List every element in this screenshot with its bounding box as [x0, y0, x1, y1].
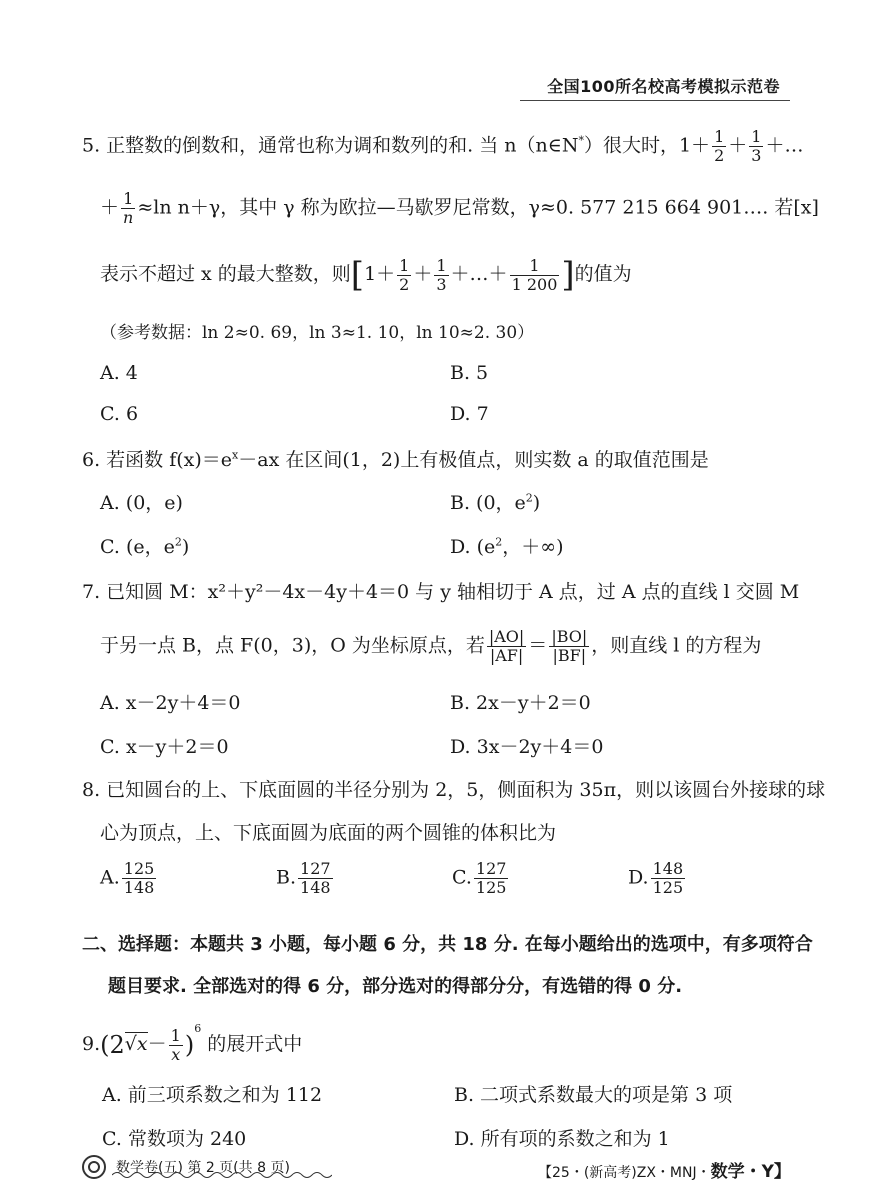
numerator: 1 — [121, 190, 135, 209]
q6-option-b — [450, 488, 540, 515]
q8-line1: 8. 已知圆台的上、下底面圆的半径分别为 2，5，侧面积为 35π，则以该圆台外接球的球 — [82, 779, 826, 801]
q5-text: ＋… — [765, 134, 804, 157]
q5-text: ＋ — [100, 196, 120, 219]
denominator: 125 — [475, 878, 507, 897]
bracket-left: [ — [350, 255, 365, 295]
q7-option-b: B. 2x－y＋2＝0 — [450, 692, 591, 714]
q5-line2 — [100, 190, 819, 227]
numerator: 1 — [399, 255, 410, 275]
q5-option-c: C. 6 — [100, 403, 139, 425]
wavy-underline — [112, 1170, 332, 1180]
denominator: 2 — [399, 274, 410, 294]
q5-text: ＋ — [728, 134, 748, 157]
school-logo-icon — [82, 1155, 106, 1179]
q7-option-c: C. x－y＋2＝0 — [100, 736, 229, 758]
denominator: 148 — [300, 878, 331, 897]
q5-option-b: B. 5 — [450, 362, 489, 384]
q7-text: ，则直线 l 的方程为 — [591, 634, 762, 657]
section-instructions: 题目要求. 全部选对的得 6 分，部分选对的得部分分，有选错的得 0 分. — [108, 976, 683, 997]
fraction — [712, 128, 726, 165]
q6-text: B. (0，e — [450, 492, 526, 514]
fraction — [434, 257, 448, 294]
q9-option-c: C. 常数项为 240 — [102, 1128, 247, 1150]
exponent: 6 — [194, 1022, 202, 1035]
q7-line2 — [100, 628, 761, 665]
fraction — [510, 257, 560, 294]
q9-option-a: A. 前三项系数之和为 112 — [102, 1084, 323, 1106]
footer-subject: 数学・Y】 — [710, 1162, 791, 1182]
q7-text: 于另一点 B，点 F(0，3)，O 为坐标原点，若 — [100, 634, 485, 657]
numerator: 148 — [652, 859, 684, 878]
q9-text: 的展开式中 — [201, 1033, 303, 1055]
fraction — [487, 628, 526, 665]
footer-page-info: 数学卷(五) 第 2 页(共 8 页) — [116, 1160, 290, 1176]
q6-text: －ax 在区间(1，2)上有极值点，则实数 a 的取值范围是 — [238, 449, 709, 471]
q8-line2: 心为顶点，上、下底面圆为底面的两个圆锥的体积比为 — [100, 822, 557, 844]
q6-sup: 2 — [525, 491, 533, 505]
denominator: 2 — [714, 146, 725, 165]
option-label: A. — [100, 866, 120, 889]
q7-option-d: D. 3x－2y＋4＝0 — [450, 736, 604, 758]
fraction — [121, 190, 135, 227]
header-title: 全国100所名校高考模拟示范卷 — [547, 77, 780, 96]
numerator: 125 — [123, 859, 155, 878]
q7-option-a: A. x－2y＋4＝0 — [100, 692, 241, 714]
numerator: 127 — [300, 859, 331, 878]
fraction — [549, 628, 589, 665]
denominator: 3 — [436, 274, 447, 294]
denominator: x — [171, 1044, 181, 1064]
q6-text: ，＋∞) — [502, 536, 564, 558]
sqrt-expr: √x — [124, 1033, 148, 1055]
q6-option-d — [450, 532, 564, 559]
q5-option-d: D. 7 — [450, 403, 489, 425]
q8-option-c — [452, 860, 510, 897]
q6-text: ) — [181, 536, 190, 558]
q5-text: 1＋ — [364, 263, 396, 285]
denominator: 125 — [652, 878, 684, 897]
fraction — [298, 860, 333, 897]
footer-code — [538, 1157, 791, 1182]
denominator: 1 200 — [511, 274, 558, 294]
q6-text: 6. 若函数 f(x)＝e — [82, 449, 233, 471]
q5-text: ＋…＋ — [450, 263, 508, 285]
fraction — [651, 860, 686, 897]
q5-text: ）很大时，1＋ — [583, 134, 711, 157]
numerator: 1 — [714, 127, 725, 146]
q6-sup: x — [232, 448, 239, 462]
fraction — [122, 860, 157, 897]
q8-option-b — [276, 860, 335, 897]
footer-code-text: 【25・(新高考)ZX・MNJ・ — [538, 1165, 711, 1181]
q9-stem — [82, 1022, 302, 1064]
q9-expr: － — [147, 1033, 167, 1055]
numerator: 1 — [436, 255, 447, 275]
q6-text: ) — [532, 492, 541, 514]
header-rule — [520, 100, 790, 101]
q5-text: 的值为 — [574, 263, 632, 285]
q5-text: 5. 正整数的倒数和，通常也称为调和数列的和. 当 — [82, 134, 499, 157]
q6-text: C. (e，e — [100, 536, 175, 558]
q9-number: 9. — [82, 1033, 101, 1055]
option-label: D. — [628, 866, 649, 889]
q9-expr: (2 — [100, 1031, 125, 1059]
q6-stem — [82, 445, 709, 472]
q8-option-a — [100, 860, 158, 897]
denominator: |AF| — [489, 646, 524, 665]
q7-text: ＝ — [528, 634, 548, 657]
numerator: |AO| — [488, 627, 525, 646]
q7-line1: 7. 已知圆 M：x²＋y²－4x－4y＋4＝0 与 y 轴相切于 A 点，过 A 点的直线 l 交圆 M — [82, 581, 800, 603]
option-label: B. — [276, 866, 297, 889]
q5-text: n（n∈N — [504, 134, 579, 157]
denominator: 3 — [751, 146, 762, 165]
q9-expr: ) — [184, 1031, 195, 1059]
section-heading: 二、选择题：本题共 3 小题，每小题 6 分，共 18 分. 在每小题给出的选项中，有多项符合 — [82, 934, 813, 955]
q5-line1 — [82, 128, 803, 165]
numerator: 1 — [170, 1025, 181, 1045]
fraction — [749, 128, 763, 165]
q5-sup: * — [578, 134, 584, 148]
q5-text: ＋ — [413, 263, 433, 285]
denominator: 148 — [123, 878, 155, 897]
q5-text: ≈ln n＋γ，其中 γ 称为欧拉—马歇罗尼常数，γ≈0. 577 215 664 901…. 若[x] — [137, 196, 819, 219]
numerator: 1 — [751, 127, 762, 146]
q5-line3 — [100, 255, 632, 295]
q8-option-d — [628, 860, 687, 897]
q6-sup: 2 — [174, 535, 182, 549]
fraction — [397, 257, 411, 294]
q5-option-a: A. 4 — [100, 362, 138, 384]
q6-text: D. (e — [450, 536, 496, 558]
numerator: 127 — [475, 859, 507, 878]
q6-sup: 2 — [495, 535, 503, 549]
fraction — [169, 1027, 183, 1064]
denominator: n — [123, 208, 134, 227]
q9-option-d: D. 所有项的系数之和为 1 — [454, 1128, 670, 1150]
q5-reference: （参考数据：ln 2≈0. 69，ln 3≈1. 10，ln 10≈2. 30） — [100, 323, 535, 343]
q9-option-b: B. 二项式系数最大的项是第 3 项 — [454, 1084, 733, 1106]
denominator: |BF| — [552, 646, 587, 665]
q6-option-c — [100, 532, 189, 559]
bracket-right: ] — [561, 255, 575, 295]
numerator: 1 — [510, 257, 560, 276]
option-label: C. — [452, 866, 472, 889]
q5-text: 表示不超过 x 的最大整数，则 — [100, 263, 351, 285]
fraction — [474, 860, 509, 897]
q6-option-a: A. (0，e) — [100, 492, 183, 514]
numerator: |BO| — [551, 627, 588, 646]
